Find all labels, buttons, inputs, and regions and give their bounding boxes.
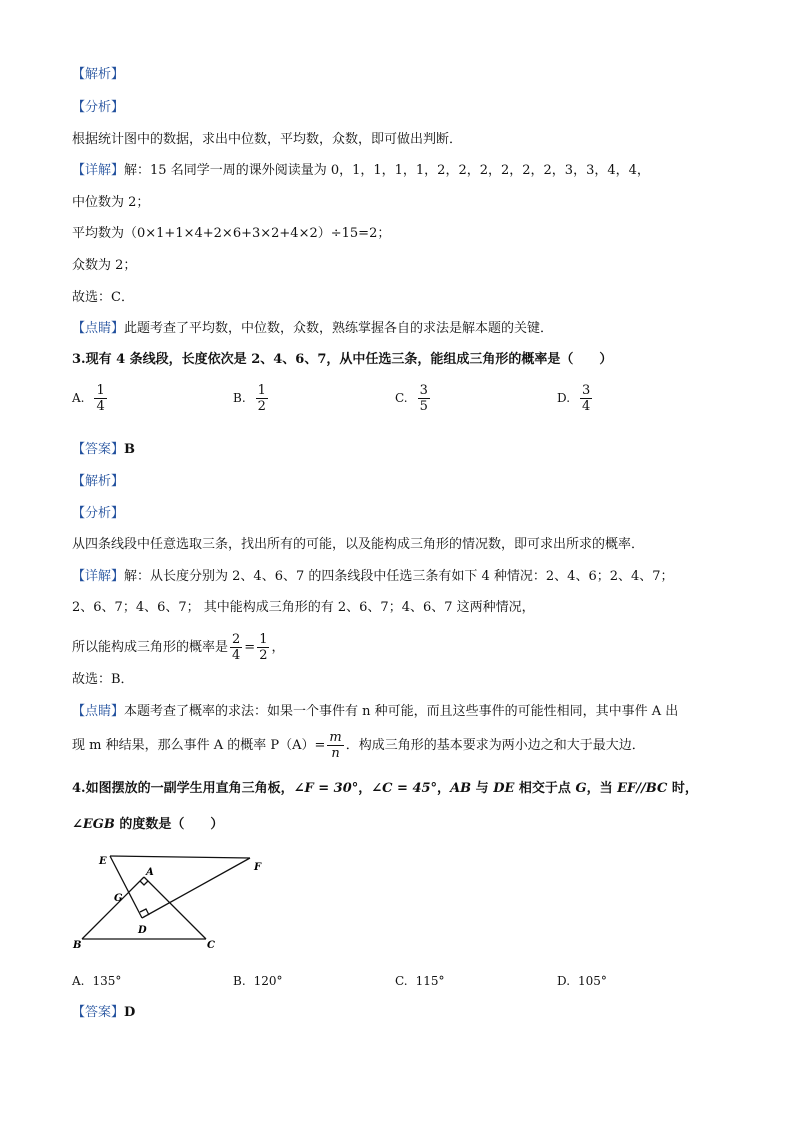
frac-num: 3 (582, 383, 591, 398)
q4-stem-2 (72, 816, 223, 834)
mean-text: 平均数为（0×1+1×4+2×6+3×2+4×2）÷15=2； (72, 226, 391, 241)
detail-tag: 【详解】 (72, 569, 125, 584)
detail3-post: ， (271, 640, 285, 655)
stem-text: ，当 (586, 781, 618, 796)
option-fraction (580, 383, 592, 414)
option-text: 120° (253, 974, 283, 988)
dianjing2-post: ．构成三角形的基本要求为两小边之和大于最大边． (345, 738, 645, 753)
triangle-figure (70, 850, 270, 955)
angle-egb: ∠EGB (72, 817, 115, 832)
label-c: C (207, 940, 215, 951)
angle-c: ∠C = 45° (371, 781, 438, 796)
detail-line (72, 162, 650, 180)
stem-text: 相交于点 (514, 781, 576, 796)
option-label: C. (395, 391, 408, 405)
point-g: G (575, 781, 587, 796)
detail-text: 解：从长度分别为 2、4、6、7 的四条线段中任选三条有如下 4 种情况：2、4、6；2、4、7； (124, 569, 674, 584)
q3-option-b[interactable] (233, 383, 270, 414)
mn-fraction (327, 730, 343, 761)
label-f: F (254, 862, 262, 873)
dianjing-tag: 【点睛】 (72, 704, 125, 719)
option-fraction (256, 383, 268, 414)
q3-detail-2: 2、6、7；4、6、7； 其中能构成三角形的有 2、6、7；4、6、7 这两种情况， (72, 600, 535, 615)
dianjing-line (72, 320, 553, 338)
q4-option-c[interactable] (395, 974, 444, 988)
analysis-text: 根据统计图中的数据，求出中位数，平均数，众数，即可做出判断． (72, 132, 463, 147)
q3-dianjing-2 (72, 730, 645, 762)
section-jiexi (72, 66, 124, 84)
frac-den: 2 (259, 648, 268, 663)
option-label: B. (233, 391, 246, 405)
q3-jiexi (72, 473, 124, 491)
stem-text: 4.如图摆放的一副学生用直角三角板， (72, 781, 294, 796)
stem-text: 时， (667, 781, 698, 796)
frac-num: 1 (257, 383, 266, 398)
jiexi-tag: 【解析】 (72, 474, 125, 489)
answer-value: B (124, 442, 136, 457)
frac-den: n (331, 746, 340, 761)
answer-tag: 【答案】 (72, 442, 125, 457)
q3-option-a[interactable] (72, 383, 109, 414)
prob-fraction-1 (230, 632, 242, 663)
q3-fenxi (72, 505, 124, 523)
frac-num: 1 (96, 383, 105, 398)
label-b: B (73, 940, 82, 951)
q3-choose: 故选：B． (72, 672, 134, 687)
frac-den: 4 (96, 399, 105, 414)
q3-analysis: 从四条线段中任意选取三条，找出所有的可能，以及能构成三角形的情况数，即可求出所求的概率． (72, 537, 645, 552)
stem-text: 与 (471, 781, 494, 796)
dianjing-tag: 【点睛】 (72, 321, 125, 336)
frac-den: 4 (232, 648, 241, 663)
q3-stem: 3.现有 4 条线段，长度依次是 2、4、6、7，从中任选三条，能组成三角形的概率是（ ） (72, 352, 613, 367)
frac-num: 2 (232, 632, 241, 647)
q3-detail-1 (72, 568, 674, 586)
frac-num: m (329, 730, 342, 745)
label-e: E (99, 856, 107, 867)
option-label: A. (72, 391, 85, 405)
q3-detail-3 (72, 632, 285, 664)
q3-answer (72, 441, 135, 459)
detail-text: 解：15 名同学一周的课外阅读量为 0，1，1，1，1，2，2，2，2，2，2，3，3，4，4， (124, 163, 650, 178)
frac-den: 4 (582, 399, 591, 414)
label-d: D (138, 925, 147, 936)
stem-text: 的度数是（ ） (114, 817, 224, 832)
angle-f: ∠F = 30° (293, 781, 359, 796)
answer-text: 故选：C． (72, 290, 134, 305)
option-fraction (94, 383, 106, 414)
option-label: C. (395, 974, 408, 988)
q3-option-d[interactable] (557, 383, 594, 414)
q4-option-a[interactable] (72, 974, 121, 988)
option-label: A. (72, 974, 85, 988)
option-label: B. (233, 974, 246, 988)
option-text: 105° (578, 974, 607, 988)
q3-option-c[interactable] (395, 383, 432, 414)
option-label: D. (557, 974, 571, 988)
label-g: G (114, 893, 123, 904)
fenxi-tag: 【分析】 (72, 506, 125, 521)
separator: ， (358, 781, 372, 796)
option-text: 135° (92, 974, 122, 988)
mode-text: 众数为 2； (72, 258, 137, 273)
q3-dianjing-1 (72, 703, 678, 721)
option-text: 115° (415, 974, 445, 988)
answer-value: D (124, 1005, 136, 1020)
dianjing-text: 本题考查了概率的求法：如果一个事件有 n 种可能，而且这些事件的可能性相同，其中事件 A 出 (124, 704, 679, 719)
segment-de: DE (493, 781, 515, 796)
fenxi-tag: 【分析】 (72, 100, 125, 115)
q4-stem-1 (72, 780, 698, 798)
separator: ， (437, 781, 451, 796)
detail3-pre: 所以能构成三角形的概率是 (72, 640, 229, 655)
prob-fraction-2 (257, 632, 269, 663)
parallel-condition: EF//BC (617, 781, 668, 796)
section-fenxi (72, 99, 124, 117)
equals-sign: = (244, 640, 256, 655)
option-label: D. (557, 391, 571, 405)
jiexi-tag: 【解析】 (72, 67, 125, 82)
q4-answer (72, 1004, 135, 1022)
segment-ab: AB (450, 781, 472, 796)
frac-den: 2 (257, 399, 266, 414)
frac-num: 1 (259, 632, 268, 647)
answer-tag: 【答案】 (72, 1005, 125, 1020)
detail-tag: 【详解】 (72, 163, 125, 178)
frac-num: 3 (419, 383, 428, 398)
dianjing2-pre: 现 m 种结果，那么事件 A 的概率 P（A）= (72, 738, 326, 753)
median-text: 中位数为 2； (72, 195, 150, 210)
frac-den: 5 (419, 399, 428, 414)
option-fraction (418, 383, 430, 414)
q4-option-d[interactable] (557, 974, 607, 988)
label-a: A (146, 867, 154, 878)
q4-option-b[interactable] (233, 974, 283, 988)
dianjing-text: 此题考查了平均数，中位数，众数，熟练掌握各自的求法是解本题的关键． (124, 321, 554, 336)
